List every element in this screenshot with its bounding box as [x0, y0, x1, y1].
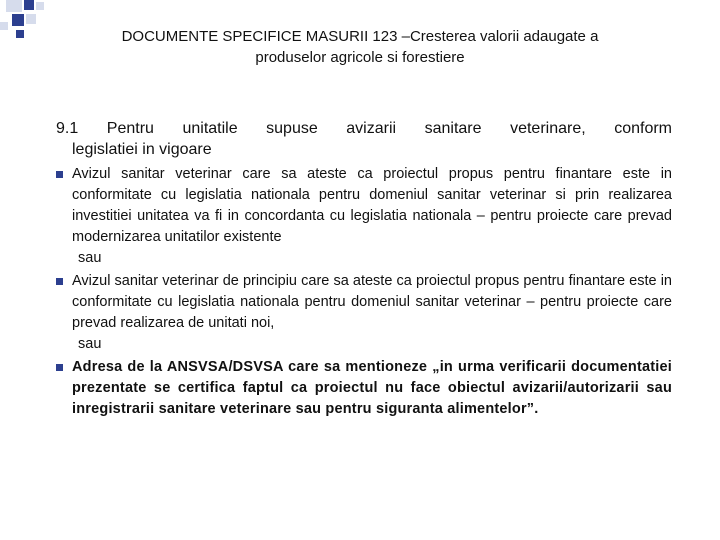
section-heading-continued: legislatiei in vigoare	[72, 141, 212, 158]
list-item	[56, 357, 672, 420]
square-bullet-icon	[56, 171, 63, 178]
deco-square	[0, 22, 8, 30]
slide-content	[56, 118, 672, 420]
list-item	[56, 271, 672, 334]
deco-square	[12, 14, 24, 26]
separator-text: sau	[78, 336, 102, 352]
square-bullet-icon	[56, 278, 63, 285]
section-heading: 9.1 Pentru unitatile supuse avizarii sanitare veterinare, conform	[56, 120, 672, 137]
deco-square	[24, 0, 34, 10]
deco-square	[16, 30, 24, 38]
slide-title	[50, 26, 670, 68]
title-line-1: DOCUMENTE SPECIFICE MASURII 123 –Cresterea valorii adaugate a	[121, 28, 599, 45]
list-item	[56, 164, 672, 248]
square-bullet-icon	[56, 364, 63, 371]
list-item-text: Avizul sanitar veterinar care sa ateste ca proiectul propus pentru finantare este in conformitate cu legislatia nationala pentru domeniul sanitar veterinar si prin realizarea investitiei unitatea va fi in concordanta cu legislatia nationala – pentru proiecte care prevad modernizarea unitatilor existente	[72, 166, 672, 245]
deco-square	[26, 14, 36, 24]
deco-square	[6, 0, 22, 12]
separator-text: sau	[78, 250, 102, 266]
list-item-text: Adresa de la ANSVSA/DSVSA care sa mentioneze „in urma verificarii documentatiei prezentate se certifica faptul ca proiectul nu face obiectul avizarii/autorizarii sau inregistrarii sanitare veterinare sau pentru siguranta alimentelor”.	[72, 359, 672, 417]
deco-square	[36, 2, 44, 10]
list-item-text: Avizul sanitar veterinar de principiu care sa ateste ca proiectul propus pentru finantare este in conformitate cu legislatia nationala pentru domeniul sanitar veterinar – pentru proiecte care prevad realizarea de unitati noi,	[72, 273, 672, 331]
title-line-2: produselor agricole si forestiere	[255, 49, 465, 66]
